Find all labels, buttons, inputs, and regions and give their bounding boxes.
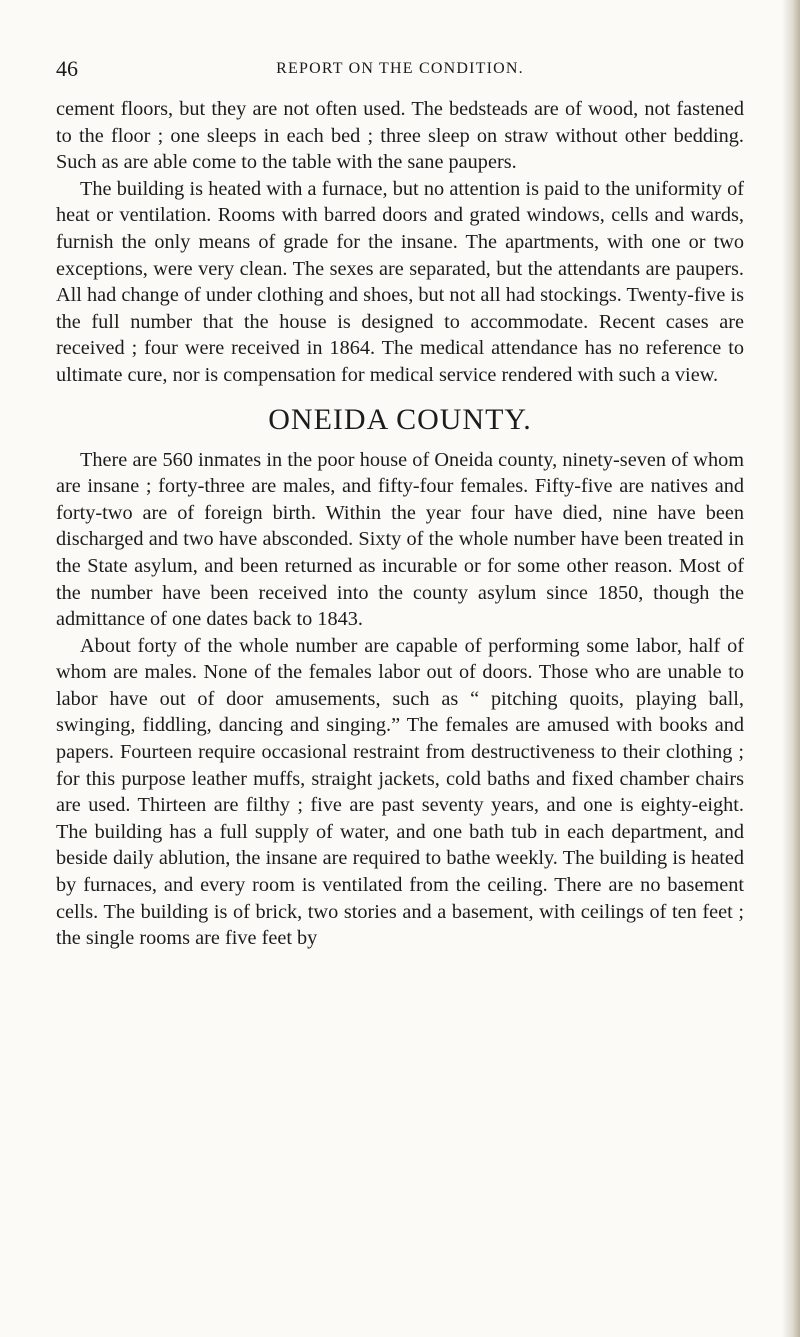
section-heading: ONEIDA COUNTY. xyxy=(268,402,532,436)
page-edge-shadow xyxy=(782,0,800,1337)
body-text xyxy=(56,96,744,952)
paragraph-labor-amusements: About forty of the whole number are capable of performing some labor, half of whom are males. None of the females labor out of doors. Those who are unable to labor have out of door amusements, such as “ pitching quoits, playing ball, swinging, fiddling, dancing and singing.” The females are amused with books and papers. Fourteen require occasional restraint from destructiveness to their clothing ; for this purpose leather muffs, straight jackets, cold baths and fixed chamber chairs are used. Thirteen are filthy ; five are past seventy years, and one is eighty-eight. The building has a full supply of water, and one bath tub in each department, and beside daily ablution, the insane are required to bathe weekly. The building is heated by furnaces, and every room is ventilated from the ceiling. There are no basement cells. The building is of brick, two stories and a basement, with ceilings of ten feet ; the single rooms are five feet by xyxy=(56,634,744,950)
page-header xyxy=(56,56,744,86)
paragraph-inmates: There are 560 inmates in the poor house of Oneida county, ninety-seven of whom are insane ; forty-three are males, and fifty-four females. Fifty-five are natives and forty-two are of foreign birth. Within the year four have died, nine have been discharged and two have absconded. Sixty of the whole number have been treated in the State asylum, and been returned as incurable or for some other reason. Most of the number have been received into the county asylum since 1850, though the admittance of one dates back to 1843. xyxy=(56,448,744,631)
paragraph-building-heating: The building is heated with a furnace, but no attention is paid to the uniformity of heat or ventilation. Rooms with barred doors and grated windows, cells and wards, furnish the only means of grade for the insane. The apartments, with one or two exceptions, were very clean. The sexes are separated, but the attendants are paupers. All had change of under clothing and shoes, but not all had stockings. Twenty-five is the full number that the house is designed to accommodate. Recent cases are received ; four were received in 1864. The medical attendance has no reference to ultimate cure, nor is compensation for medical service rendered with such a view. xyxy=(56,177,744,386)
running-head: REPORT ON THE CONDITION. xyxy=(276,60,524,77)
paragraph-bedsteads: cement floors, but they are not often used. The bedsteads are of wood, not fastened to the floor ; one sleeps in each bed ; three sleep on straw without other bedding. Such as are able come to the table with the sane paupers. xyxy=(56,98,744,174)
page-number: 46 xyxy=(56,56,78,81)
